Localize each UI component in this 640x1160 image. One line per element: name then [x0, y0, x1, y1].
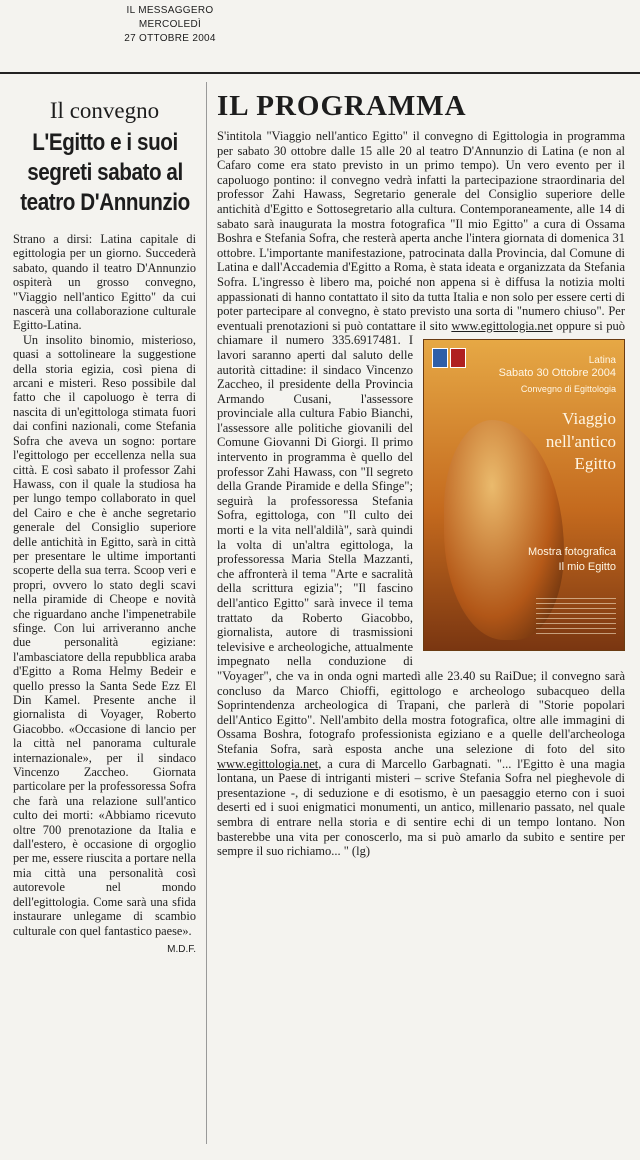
article-paragraph: Strano a dirsi: Latina capitale di egittologia per un giorno. Succederà sabato, quando il teatro D'Annunzio ospiterà un grosso convegno, "Viaggio nell'antico Egitto" da cui nascerà una collaborazione culturale Egitto-Latina.: [13, 232, 196, 333]
event-poster: [423, 339, 625, 651]
masthead: [95, 4, 245, 46]
website-link: www.egittologia.net: [451, 318, 553, 333]
left-article: [13, 98, 196, 955]
poster-expo-line: Il mio Egitto: [558, 561, 616, 574]
coat-of-arms-icon: [432, 348, 448, 368]
poster-event: Convegno di Egittologia: [520, 384, 616, 395]
coat-of-arms-icon: [450, 348, 466, 368]
poster-title-line: Viaggio: [562, 409, 616, 429]
poster-title-line: Egitto: [574, 454, 616, 474]
paper-name: IL MESSAGGERO: [126, 5, 214, 16]
masthead-rule: [0, 72, 640, 74]
issue-date: 27 OTTOBRE 2004: [124, 33, 216, 44]
program-text-3: , a cura di Marcello Garbagnati. "... l'Egitto è una magia lontana, un Paese di intriganti misteri – scrive Stefania Sofra nel pieghevole di presentazione -, di seduzione e di esotismo, è un paesaggio eterno con i suoi deserti ed i suoi enigmatici monumenti, un antico, millenario passato, nel quale sembra di entrare nella storia e di sentire echi di un tempo lontano. Non basterebbe una vita per conoscerlo, ma si può amarlo da subito e sentire per sempre il suo richiamo... " (lg): [217, 756, 625, 859]
article-kicker: Il convegno: [49, 98, 160, 123]
article-paragraph: Un insolito binomio, misterioso, quasi a sottolineare la suggestione della storia egizia, così piena di arcani e misteri. Reso possibile dal fatto che il capoluogo è terra di nascita di un'egittologa stimata fuori dai confini nazionali, come Stefania Sofra che aveva un sogno: portare l'egittologo per eccellenza nella sua città. E così sabato il professor Zahi Hawass, con il quale la studiosa ha per lungo tempo collaborato in quel del Cairo e che è anche segretario generale del Consiglio superiore delle antichità in Egitto, sarà in città per presentare le ultime importanti scoperte della sua terra. Scoop veri e propri, ovvero lo stato degli scavi nella piramide di Cheope e novità che riguardano anche l'impenetrabile sfinge. Con lui arriveranno anche due personalità egiziane: l'ambasciatore della repubblica araba d'Egitto a Roma Helmy Bedeir e quello presso la Santa Sede Ezz El Din Kamel. Presente anche il giornalista di Voyager, Roberto Giacobbo. «Occasione di lancio per la città nel panorama culturale internazionale», per il sindaco Vincenzo Zaccheo. Giornata particolare per la professoressa Sofra che farà una relazione sull'antico culto dei morti: «Abbiamo ricevuto oltre 700 prenotazione da Italia e dall'estero, è occasione di orgoglio per me, essere riuscita a portare nella mia città una personalità così autorevole nel mondo dell'egittologia. Come sarà una sfida instaurare unlegame di scambio culturale con quel fantastico paese».: [13, 332, 196, 938]
poster-title-line: nell'antico: [545, 432, 616, 452]
program-text-1: S'intitola "Viaggio nell'antico Egitto" il convegno di Egittologia in programma per sabato 30 ottobre dalle 15 alle 20 al teatro D'Annunzio di Latina (e non al Cafaro come era stato previsto in un primo tempo). Un vero evento per il capoluogo pontino: il convegno vedrà infatti la partecipazione straordinaria del professor Zahi Hawass, Segretario generale del Consiglio superiore delle antichità d'Egitto e Sottosegretario alla cultura. Contemporaneamente, alle 14 di sabato sarà inaugurata la mostra fotografica "Il mio Egitto" a cura di Ossama Boshra e Stefania Sofra, che resterà aperta anche l'intera giornata di domenica 31 ottobre. L'importante manifestazione, patrocinata dalla Provincia, dal Comune di Latina e dall'Accademia d'Egitto a Roma, è stata ideata e organizzata da Stefania Sofra. L'ingresso è libero ma, poiché non appena si è diffusa la notizia molti appassionati di hanno contattato il sito da tutta Italia e non solo per essere certi di poter partecipare al convegno, è stato previsto una sorta di "numero chiuso". Per eventuali prenotazioni si può contattare il sito: [217, 129, 625, 333]
poster-fine-print: [536, 598, 616, 638]
poster-city: Latina: [588, 355, 616, 367]
program-text-2: oppure si può chiamare il numero 335.6917481. I lavori saranno aperti dal saluto delle autorità cittadine: il sindaco Vincenzo Zaccheo, il presidente della Provincia Armando Cusani, l'assessore provinciale alla cultura Fabio Bianchi, l'assessore alle politiche giovanili del Comune Giovanni Di Giorgi. Il primo intervento in programma è quello del professor Zahi Hawass, con "Il segreto della Grande Piramide e della Sfinge"; seguirà la professoressa Stefania Sofra, egittologa, con "Il culto dei morti e la vita nell'aldilà", sarà quindi la volta di un'altra egittologa, la professoressa Maria Stella Mazzanti, che affronterà il tema "Arte e sacralità della scrittura egizia"; "Il fascino dell'antico Egitto" sarà invece il tema trattato da Roberto Giacobbo, giornalista, autore di trasmissioni televisive e archeologiche, attualmente impegnato nella conduzione di "Voyager", che va in onda ogni martedì alle 23.40 su RaiDue; il convegno sarà concluso da Marco Chioffi, egittologo e archeologo subacqueo della Soprintendenza archeologica di Trapani, che parlerà di "Storie popolari dell'Antico Egitto". Nell'ambito della mostra fotografica, oltre alle immagini di Ossama Boshra, fotografo professionista egiziano e a quelle dell'archeologa Stefania Sofra, sarà esposta anche una selezione di foto del sito: [217, 318, 626, 756]
program-title: IL PROGRAMMA: [217, 90, 467, 122]
program-body: [217, 129, 625, 859]
article-body: [13, 232, 196, 938]
website-link: www.egittologia.net: [217, 756, 319, 771]
article-headline: L'Egitto e i suoi segreti sabato al teatro D'Annunzio: [20, 129, 190, 216]
column-divider: [206, 82, 207, 1144]
poster-expo-line: Mostra fotografica: [527, 546, 616, 559]
poster-date: Sabato 30 Ottobre 2004: [498, 367, 616, 380]
author-signature: M.D.F.: [167, 943, 196, 955]
right-article: [217, 90, 625, 859]
weekday: MERCOLEDÌ: [138, 19, 202, 30]
